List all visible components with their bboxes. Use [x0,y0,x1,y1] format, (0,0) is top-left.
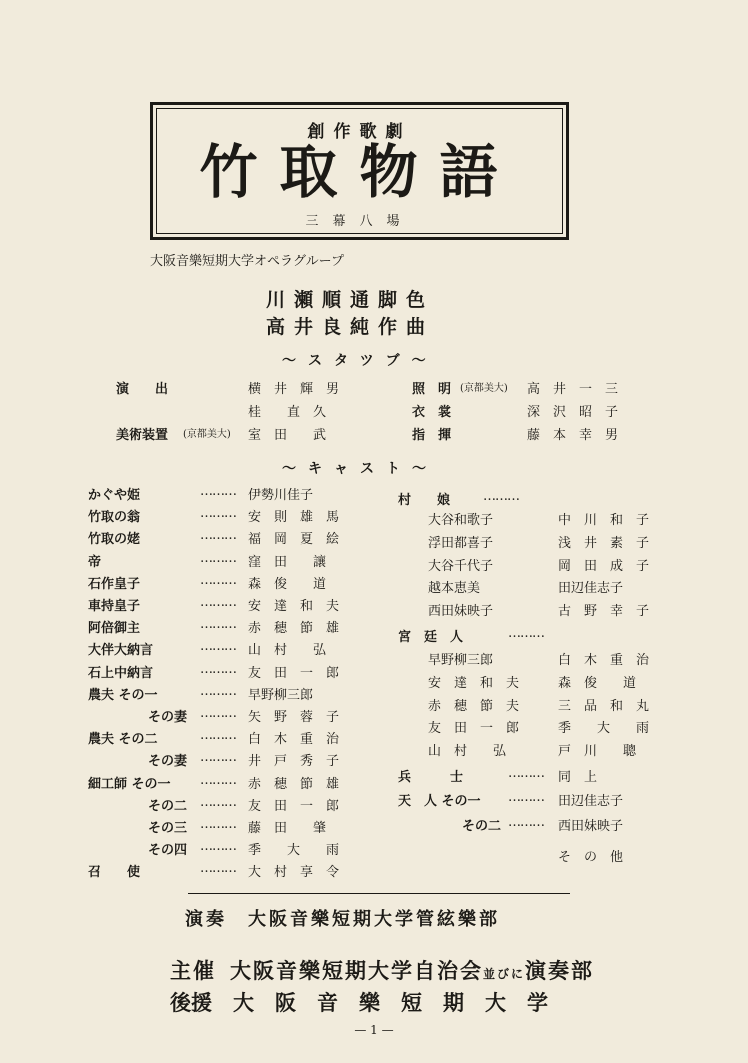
support-credit: 後援 大 阪 音 樂 短 期 大 学 [170,990,548,1015]
cast-dots: ……… [200,772,236,788]
cast-role: 車持皇子 [88,599,141,614]
cast-actor: 安 則 雄 馬 [248,510,340,526]
cast-role: その二 [148,798,188,814]
divider [188,893,570,894]
staff-name: 高 井 一 三 [527,382,619,397]
staff-role: 指 揮 [412,428,452,443]
cast-actor: 同 上 [558,770,598,785]
cast-role: 天 人 その一 [398,794,481,809]
cast-actor: 山 村 弘 [428,744,507,760]
cast-role: その二 [462,819,502,834]
cast-actor: 赤 穂 節 雄 [248,621,340,637]
cast-role: 農夫 その一 [88,687,158,703]
cast-role: 阿倍御主 [88,621,141,637]
cast-others: そ の 他 [558,850,624,865]
cast-actor: 田辺佳志子 [558,794,624,809]
cast-dots: ……… [200,794,236,810]
cast-dots: ……… [200,528,236,544]
cast-dots: ……… [200,861,236,877]
cast-role: その四 [148,843,188,859]
cast-dots: ……… [200,550,236,566]
cast-dots: ……… [200,484,236,499]
performance-credit: 演奏 大阪音樂短期大学管絃樂部 [185,909,500,930]
page-title: 竹取物語 [199,138,520,206]
staff-note: (京都美大) [183,429,231,440]
cast-role: かぐや姫 [88,488,141,503]
cast-role: その妻 [148,710,188,725]
staff-name: 横 井 輝 男 [248,382,340,397]
cast-actor: 西田妹映子 [558,819,624,834]
cast-actor: 中 川 和 子 [558,513,650,528]
title-genre: 創作歌劇 [307,122,412,142]
cast-dots: ……… [508,766,544,781]
cast-dots: ……… [200,706,236,721]
staff-heading: 〜スタツブ〜 [282,353,438,369]
cast-dots: ……… [200,572,236,588]
cast-actor: 三 品 和 丸 [558,698,650,714]
cast-role: その妻 [148,754,188,770]
cast-dots: ……… [508,626,544,641]
cast-actor: 安 達 和 夫 [248,599,340,614]
cast-dots: ……… [200,661,236,677]
cast-dots: ……… [200,750,236,766]
cast-actor: 友 田 一 郎 [428,721,520,737]
cast-role: 竹取の翁 [88,510,141,526]
cast-role: 農夫 その二 [88,732,158,748]
cast-role: 石作皇子 [88,576,141,592]
cast-dots: ……… [200,617,236,633]
cast-role: 竹取の姥 [88,532,141,548]
cast-role: 召 使 [88,865,141,881]
cast-role: 細工師 その一 [88,776,171,792]
cast-actor: 早野柳三郎 [428,653,494,668]
host-credit [170,955,594,985]
cast-actor: 白 木 重 治 [558,653,650,668]
cast-role: 大伴大納言 [88,643,154,659]
cast-actor: 藤 田 肇 [248,821,327,836]
cast-actor: 大谷千代子 [428,558,494,574]
cast-actor: 浅 井 素 子 [558,535,650,551]
cast-actor: 田辺佳志子 [558,581,624,597]
cast-dots: ……… [200,728,236,744]
staff-role: 美術装置 [116,428,169,443]
cast-actor: 大谷和歌子 [428,513,494,528]
cast-dots: ……… [200,595,236,610]
staff-note: (京都美大) [460,383,508,394]
host-org2: 演奏部 [525,958,595,983]
cast-dots: ……… [483,489,519,504]
cast-dots: ……… [200,839,236,855]
cast-actor: 岡 田 成 子 [558,558,650,574]
title-frame [150,102,569,240]
credit-music: 高井良純作曲 [266,316,435,338]
staff-role: 照 明 [412,382,452,397]
cast-role: 村 娘 [398,493,451,508]
cast-actor: 伊勢川佳子 [248,488,314,503]
cast-actor: 戸 川 聰 [558,744,637,760]
cast-actor: 西田妹映子 [428,604,494,620]
cast-actor: 浮田都喜子 [428,535,494,551]
cast-actor: 早野柳三郎 [248,687,314,703]
cast-role: 兵 士 [398,770,464,785]
cast-actor: 季 大 雨 [558,721,650,737]
host-org: 大阪音樂短期大学自治会 [230,958,483,983]
title-acts: 三幕八場 [305,214,414,229]
cast-dots: ……… [200,639,236,655]
staff-name: 室 田 武 [248,428,327,443]
cast-actor: 安 達 和 夫 [428,675,520,691]
cast-dots: ……… [508,790,544,805]
cast-actor: 森 俊 道 [558,675,637,691]
cast-dots: ……… [200,817,236,832]
cast-role: 石上中納言 [88,665,154,681]
host-label: 主催 [170,958,216,983]
cast-actor: 井 戸 秀 子 [248,754,340,770]
staff-name: 桂 直 久 [248,405,327,420]
cast-actor: 大 村 享 令 [248,865,340,881]
cast-actor: 友 田 一 郎 [248,665,340,681]
cast-actor: 越本恵美 [428,581,481,597]
staff-name: 藤 本 幸 男 [527,428,619,443]
staff-role: 演 出 [116,382,169,397]
cast-role: 宮 廷 人 [398,630,464,645]
staff-role: 衣 裳 [412,405,452,420]
cast-dots: ……… [508,815,544,830]
page-number: — 1 — [354,1023,394,1037]
cast-actor: 友 田 一 郎 [248,798,340,814]
cast-actor: 山 村 弘 [248,643,327,659]
credit-script: 川瀬順通脚色 [266,289,435,311]
cast-actor: 赤 穂 節 夫 [428,698,520,714]
cast-dots: ……… [200,506,236,522]
cast-actor: 古 野 幸 子 [558,604,650,620]
cast-actor: 窪 田 讓 [248,554,327,570]
cast-heading: 〜キャスト〜 [282,461,438,477]
cast-role: 帝 [88,554,102,570]
cast-actor: 赤 穂 節 雄 [248,776,340,792]
cast-actor: 季 大 雨 [248,843,340,859]
cast-actor: 矢 野 蓉 子 [248,710,340,725]
cast-actor: 福 岡 夏 絵 [248,532,340,548]
cast-actor: 白 木 重 治 [248,732,340,748]
cast-role: その三 [148,821,188,836]
staff-name: 深 沢 昭 子 [527,405,619,420]
group-name: 大阪音樂短期大学オペラグループ [150,254,344,269]
host-conjunction: 並びに [483,967,526,981]
cast-dots: ……… [200,683,236,699]
cast-actor: 森 俊 道 [248,576,327,592]
